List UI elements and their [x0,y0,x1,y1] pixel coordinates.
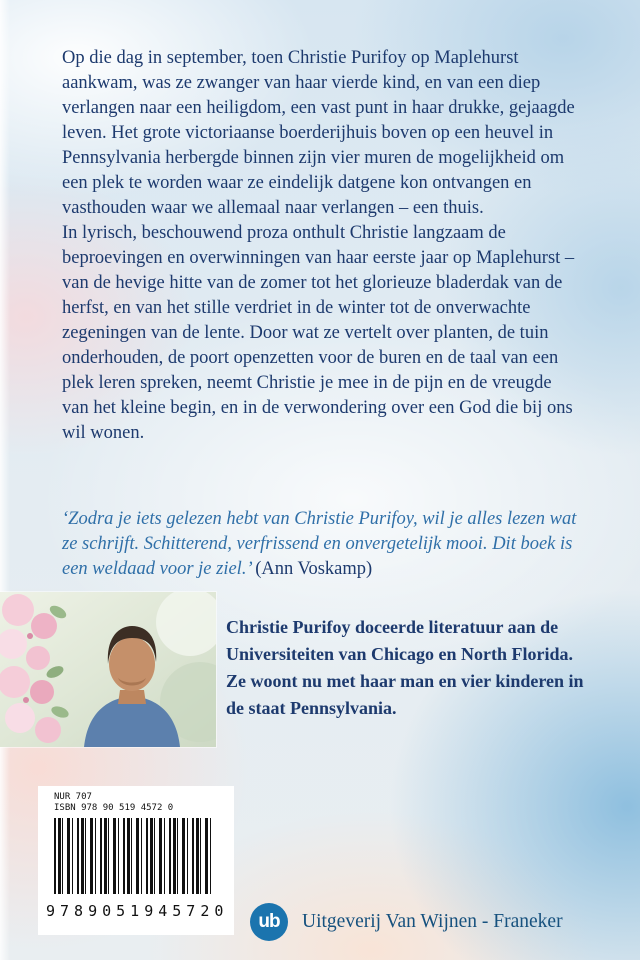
synopsis-paragraph-1: Op die dag in september, toen Christie Purifoy op Maplehurst aankwam, was ze zwanger van haar vierde kind, en van een diep verlangen naar een heiligdom, een vast punt in haar drukke, gejaagde leven. Het grote victoriaanse boerderijhuis boven op een heuvel in Pennsylvania herbergde binnen zijn vier muren de mogelijkheid om een plek te worden waar ze eindelijk datgene kon ontvangen en vasthouden waar we allemaal naar verlangen – een thuis. [62,48,575,218]
nur-code: NUR 707 [54,792,92,802]
endorsement-quote [62,507,582,582]
barcode-number: 9789051945720 [46,902,229,920]
author-photo [0,592,216,747]
author-bio: Christie Purifoy doceerde literatuur aan de Universiteiten van Chicago en North Florida. Ze woont nu met haar man en vier kinderen in de staat Pennsylvania. [226,617,584,718]
publisher-logo-icon: ub [250,903,288,941]
endorsement-attribution: (Ann Voskamp) [255,558,373,579]
synopsis-paragraph-2: In lyrisch, beschouwend proza onthult Christie langzaam de beproevingen en overwinningen van haar eerste jaar op Maplehurst – van de hevige hitte van de zomer tot het glorieuze bladerdak van de herfst, en van het stille verdriet in de winter tot de onverwachte zegeningen van de lente. Door wat ze vertelt over planten, de tuin onderhouden, de poort openzetten voor de buren en de taal van een plek leren spreken, neemt Christie je mee in de pijn en de vreugde van het kleine begin, en in de verwondering over een God die bij ons wil wonen. [62,223,575,443]
barcode-panel [38,786,234,935]
synopsis-text [62,46,582,446]
isbn-code: ISBN 978 90 519 4572 0 [54,803,174,813]
barcode [54,818,212,894]
page-edge-highlight [0,0,10,960]
publisher-block [250,900,610,944]
endorsement-quote-text: ‘Zodra je iets gelezen hebt van Christie Purifoy, wil je alles lezen wat ze schrijft. Schitterend, verfrissend en onvergetelijk mooi. Dit boek is een weldaad voor je ziel.’ [62,508,577,579]
publisher-name: Uitgeverij Van Wijnen - Franeker [302,911,563,932]
author-photo-art [0,592,216,747]
barcode-meta [54,792,173,814]
